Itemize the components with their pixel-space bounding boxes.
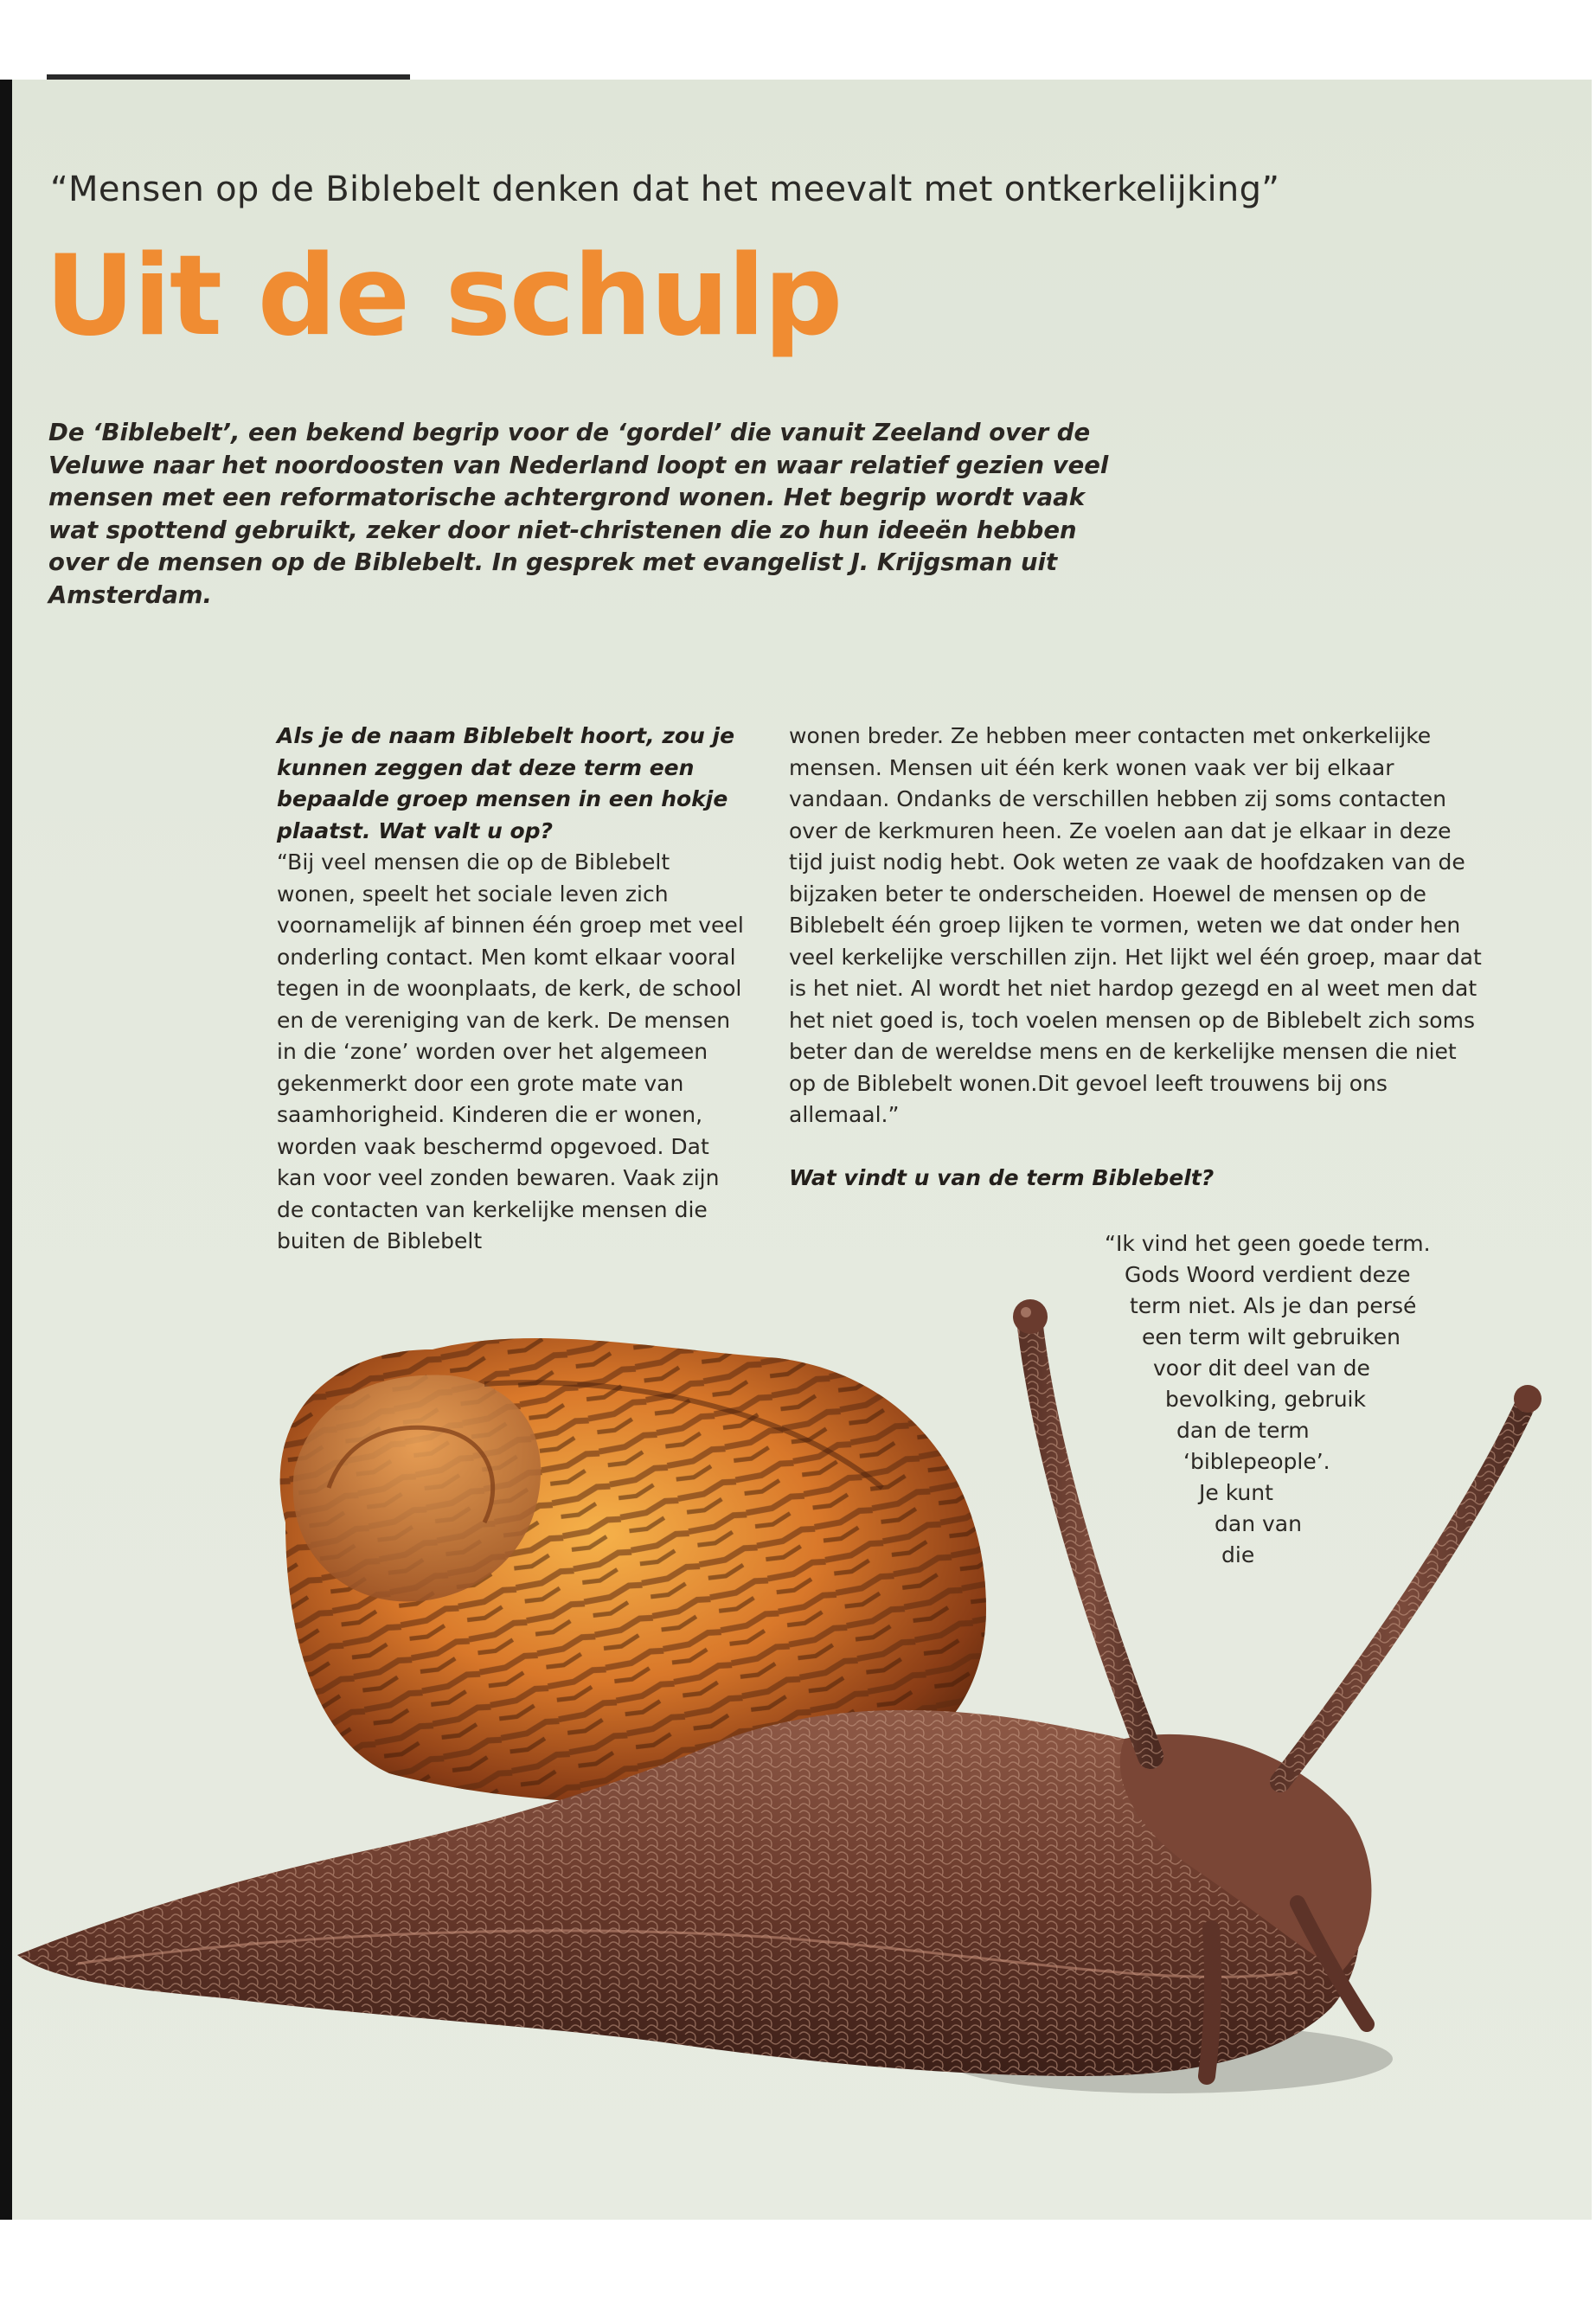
answer-2-line: term niet. Als je dan persé [1130, 1293, 1417, 1318]
answer-1-part-2: wonen breder. Ze hebben meer contacten met onkerkelijke mensen. Mensen uit één kerk wonen vaak ver bij elkaar vandaan. Ondanks de verschillen hebben zij soms contacten over de kerkmuren heen. Ze voelen aan dat je elkaar in deze tijd juist nodig hebt. Ook weten ze vaak de hoofdzaken van de bijzaken beter te onderscheiden. Hoewel de mensen op de Biblebelt één groep lijken te vormen, weten we dat onder hen veel kerkelijke verschillen zijn. Het lijkt wel één groep, maar dat is het niet. Al wordt het niet hardop gezegd en al weet men dat het niet goed is, toch voelen mensen op de Biblebelt zich soms beter dan de wereldse mens en de kerkelijke mensen die niet op de Biblebelt wonen.Dit gevoel leeft trouwens bij ons allemaal.” [789, 723, 1482, 1127]
answer-2-line: ‘biblepeople’. [1183, 1449, 1330, 1474]
column-left [277, 721, 744, 1258]
question-2: Wat vindt u van de term Biblebelt? [789, 1164, 1215, 1190]
scan-margin-bottom [0, 2220, 1596, 2301]
snail-photo [0, 1280, 1596, 2145]
answer-2-line: bevolking, gebruik [1165, 1387, 1366, 1412]
answer-2-line: een term wilt gebruiken [1142, 1324, 1401, 1349]
answer-2-line: Je kunt [1199, 1480, 1273, 1505]
answer-2-line: die [1221, 1542, 1255, 1567]
article-intro: De ‘Biblebelt’, een bekend begrip voor de ‘gordel’ die vanuit Zeeland over de Veluwe naar het noordoosten van Nederland loopt en waar relatief gezien veel mensen met een reformatorische achtergrond wonen. Het begrip wordt vaak wat spottend gebruikt, zeker door niet-christenen die zo hun ideeën hebben over de mensen op de Biblebelt. In gesprek met evangelist J. Krijgsman uit Amsterdam. [48, 419, 1109, 609]
answer-2-line: voor dit deel van de [1153, 1356, 1370, 1381]
answer-1-part-1: “Bij veel mensen die op de Biblebelt wonen, speelt het sociale leven zich voornamelijk af binnen één groep met veel onderling contact. Men komt elkaar vooral tegen in de woonplaats, de kerk, de school en de vereniging van de kerk. De mensen in die ‘zone’ worden over het algemeen gekenmerkt door een grote mate van saamhorigheid. Kinderen die er wonen, worden vaak beschermd opgevoed. Dat kan voor veel zonden bewaren. Vaak zijn de contacten van kerkelijke mensen die buiten de Biblebelt [277, 849, 744, 1253]
article-headline: Uit de schulp [45, 232, 842, 361]
question-1: Als je de naam Biblebelt hoort, zou je kunnen zeggen dat deze term een bepaalde groep mensen in een hokje plaatst. Wat valt u op? [277, 723, 735, 843]
article-kicker: “Mensen op de Biblebelt denken dat het meevalt met ontkerkelijking” [50, 170, 1280, 209]
answer-2-line: Gods Woord verdient deze [1125, 1262, 1411, 1287]
answer-2-line: “Ik vind het geen goede term. [1105, 1231, 1431, 1256]
answer-2-line: dan de term [1176, 1418, 1310, 1443]
scan-margin-top [0, 0, 1596, 80]
answer-2-line: dan van [1215, 1511, 1302, 1536]
top-rule [47, 74, 410, 80]
column-right [789, 721, 1485, 1194]
